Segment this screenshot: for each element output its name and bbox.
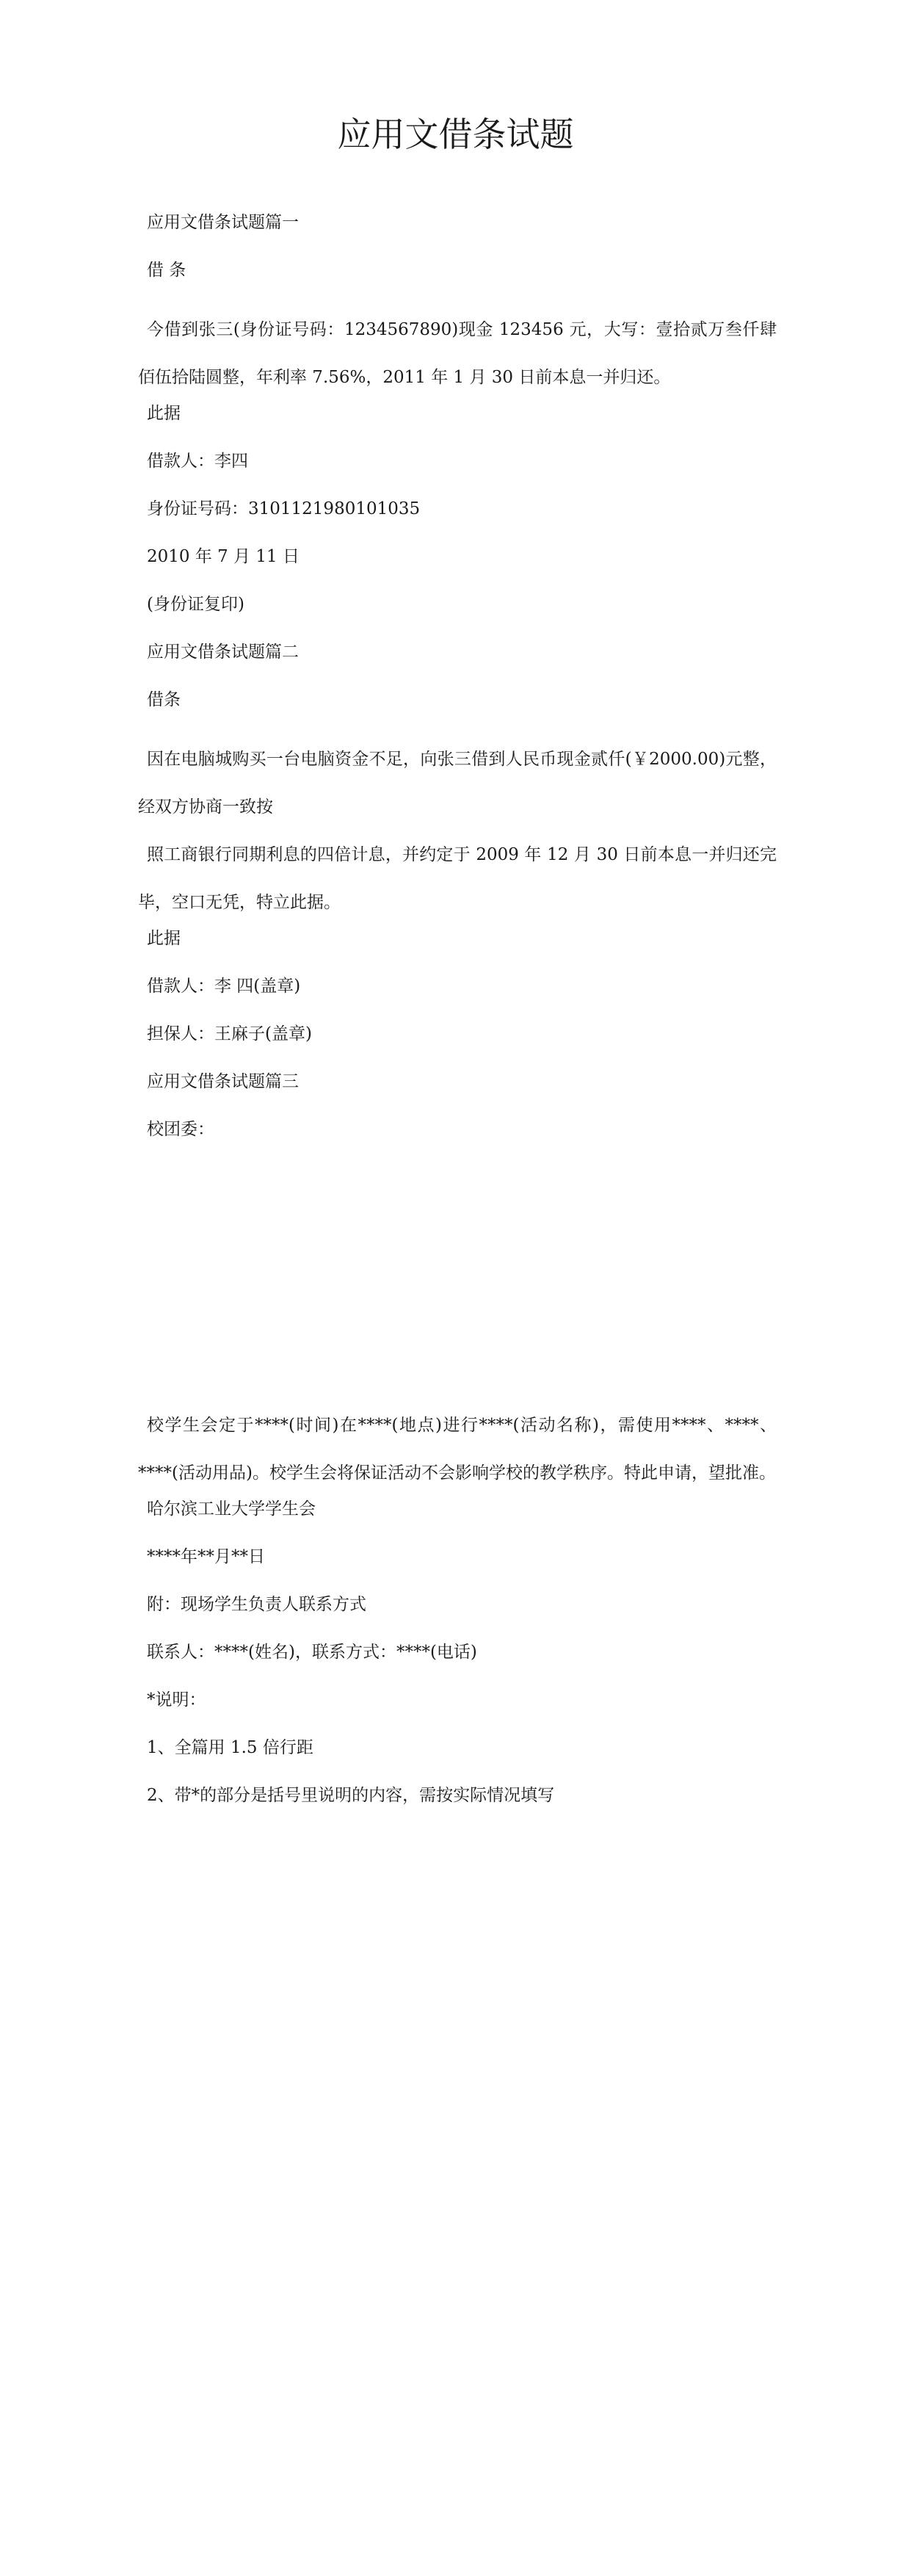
section3-date: ****年**月**日 (147, 1547, 265, 1566)
section2-body2: 照工商银行同期利息的四倍计息，并约定于 2009 年 12 月 30 日前本息一并归还完毕，空口无凭，特立此据。 (138, 845, 777, 912)
section2-ci-ju: 此据 (147, 929, 181, 948)
section1-id-copy: (身份证复印) (147, 595, 244, 614)
section1-heading: 应用文借条试题篇一 (147, 213, 299, 232)
blank-space (138, 1165, 777, 1402)
section3-org: 哈尔滨工业大学学生会 (147, 1499, 316, 1519)
section1-id-number: 身份证号码：3101121980101035 (147, 499, 421, 518)
section2-label: 借条 (147, 690, 181, 709)
section3-heading: 应用文借条试题篇三 (147, 1072, 299, 1091)
section1-ci-ju: 此据 (147, 404, 181, 423)
section3-attachment: 附：现场学生负责人联系方式 (147, 1595, 366, 1614)
section1-body: 今借到张三(身份证号码：1234567890)现金 123456 元，大写：壹拾贰万叁仟肆佰伍拾陆圆整，年利率 7.56%，2011 年 1 月 30 日前本息一并归还。 (138, 320, 777, 387)
section3-note1: 1、全篇用 1.5 倍行距 (147, 1738, 313, 1757)
document-title: 应用文借条试题 (337, 115, 574, 154)
section3-note-title: *说明： (147, 1690, 206, 1710)
section1-date: 2010 年 7 月 11 日 (147, 547, 300, 566)
section1-borrower: 借款人：李四 (147, 452, 248, 471)
section1-label: 借 条 (147, 261, 186, 280)
section3-body: 校学生会定于****(时间)在****(地点)进行****(活动名称)，需使用****、****、****(活动用品)。校学生会将保证活动不会影响学校的教学秩序。特此申请，望批准。 (138, 1416, 777, 1483)
section3-note2: 2、带*的部分是括号里说明的内容，需按实际情况填写 (147, 1786, 555, 1805)
section3-addressee: 校团委： (147, 1120, 214, 1139)
section3-contact: 联系人：****(姓名)，联系方式：****(电话) (147, 1643, 477, 1662)
section2-body1: 因在电脑城购买一台电脑资金不足，向张三借到人民币现金贰仟(￥2000.00)元整，经双方协商一致按 (138, 750, 777, 817)
section2-borrower: 借款人：李 四(盖章) (147, 977, 301, 996)
section2-heading: 应用文借条试题篇二 (147, 643, 299, 662)
document-body (138, 211, 777, 1831)
section2-guarantor: 担保人：王麻子(盖章) (147, 1024, 312, 1043)
